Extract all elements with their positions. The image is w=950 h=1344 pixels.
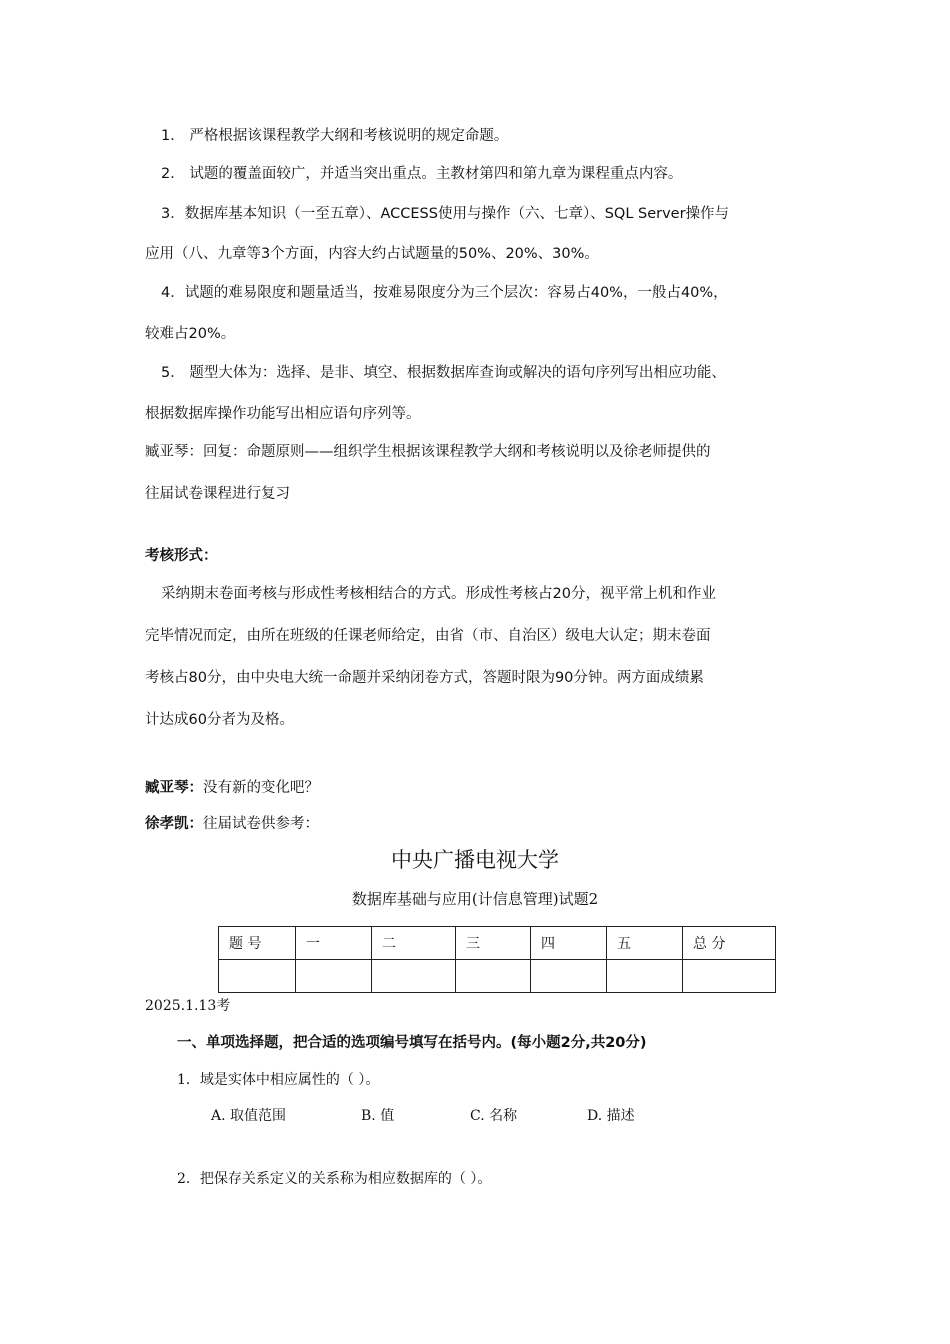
score-header-cell: 二 [372, 927, 456, 960]
exam-date: 2025.1.13考 [145, 998, 231, 1014]
q1-option-b: B. 值 [361, 1108, 395, 1124]
score-cell [683, 960, 776, 993]
score-header-cell: 四 [531, 927, 607, 960]
assessment-line-4: 计达成60分者为及格。 [145, 712, 294, 728]
score-header-cell: 五 [607, 927, 683, 960]
requirement-3: 3．数据库基本知识（一至五章）、ACCESS使用与操作（六、七章）、SQL Server操作与 [161, 206, 730, 222]
requirement-1: 1． 严格根据该课程教学大纲和考核说明的规定命题。 [161, 128, 509, 144]
assessment-heading: 考核形式： [145, 548, 218, 564]
requirement-4-cont: 较难占20%。 [145, 326, 236, 342]
requirement-4: 4．试题的难易限度和题量适当，按难易限度分为三个层次：容易占40%，一般占40%， [161, 285, 728, 301]
score-header-cell: 题 号 [219, 927, 296, 960]
q1-option-d: D. 描述 [587, 1108, 635, 1124]
score-value-row [219, 960, 776, 993]
assessment-line-2: 完毕情况而定，由所在班级的任课老师给定，由省（市、自治区）级电大认定；期末卷面 [145, 628, 711, 644]
requirement-3-cont: 应用（八、九章等3个方面，内容大约占试题量的50%、20%、30%。 [145, 246, 599, 262]
dialog-text: 没有新的变化吧？ [203, 780, 319, 796]
q1-option-c: C. 名称 [470, 1108, 518, 1124]
q1-option-a: A. 取值范围 [211, 1108, 287, 1124]
dialog-line-1 [145, 778, 319, 798]
score-table [218, 926, 776, 993]
score-cell [531, 960, 607, 993]
requirement-5-cont: 根据数据库操作功能写出相应语句序列等。 [145, 406, 421, 422]
dialog-line-2 [145, 814, 319, 834]
score-header-cell: 一 [296, 927, 372, 960]
exam-university-title: 中央广播电视大学 [391, 848, 559, 872]
question-1: 1．域是实体中相应属性的（ ）。 [177, 1072, 380, 1088]
dialog-speaker: 徐孝凯： [145, 816, 203, 832]
exam-subtitle: 数据库基础与应用(计信息管理)试题2 [351, 890, 599, 908]
score-cell [372, 960, 456, 993]
section1-title: 一、单项选择题，把合适的选项编号填写在括号内。(每小题2分,共20分) [177, 1035, 647, 1051]
assessment-line-1: 采纳期末卷面考核与形成性考核相结合的方式。形成性考核占20分，视平常上机和作业 [161, 586, 716, 602]
dialog-text: 往届试卷供参考： [203, 816, 319, 832]
score-header-cell: 总 分 [683, 927, 776, 960]
requirement-5: 5． 题型大体为：选择、是非、填空、根据数据库查询或解决的语句序列写出相应功能、 [161, 365, 726, 381]
dialog-speaker: 臧亚琴： [145, 780, 203, 796]
assessment-line-3: 考核占80分，由中央电大统一命题并采纳闭卷方式，答题时限为90分钟。两方面成绩累 [145, 670, 704, 686]
score-header-cell: 三 [456, 927, 531, 960]
reply-line-1: 臧亚琴：回复：命题原则——组织学生根据该课程教学大纲和考核说明以及徐老师提供的 [145, 444, 711, 460]
score-header-row [219, 927, 776, 960]
score-cell [456, 960, 531, 993]
reply-line-2: 往届试卷课程进行复习 [145, 486, 290, 502]
score-cell [219, 960, 296, 993]
question-2: 2．把保存关系定义的关系称为相应数据库的（ ）。 [177, 1171, 492, 1187]
score-cell [296, 960, 372, 993]
score-cell [607, 960, 683, 993]
requirement-2: 2． 试题的覆盖面较广，并适当突出重点。主教材第四和第九章为课程重点内容。 [161, 166, 683, 182]
